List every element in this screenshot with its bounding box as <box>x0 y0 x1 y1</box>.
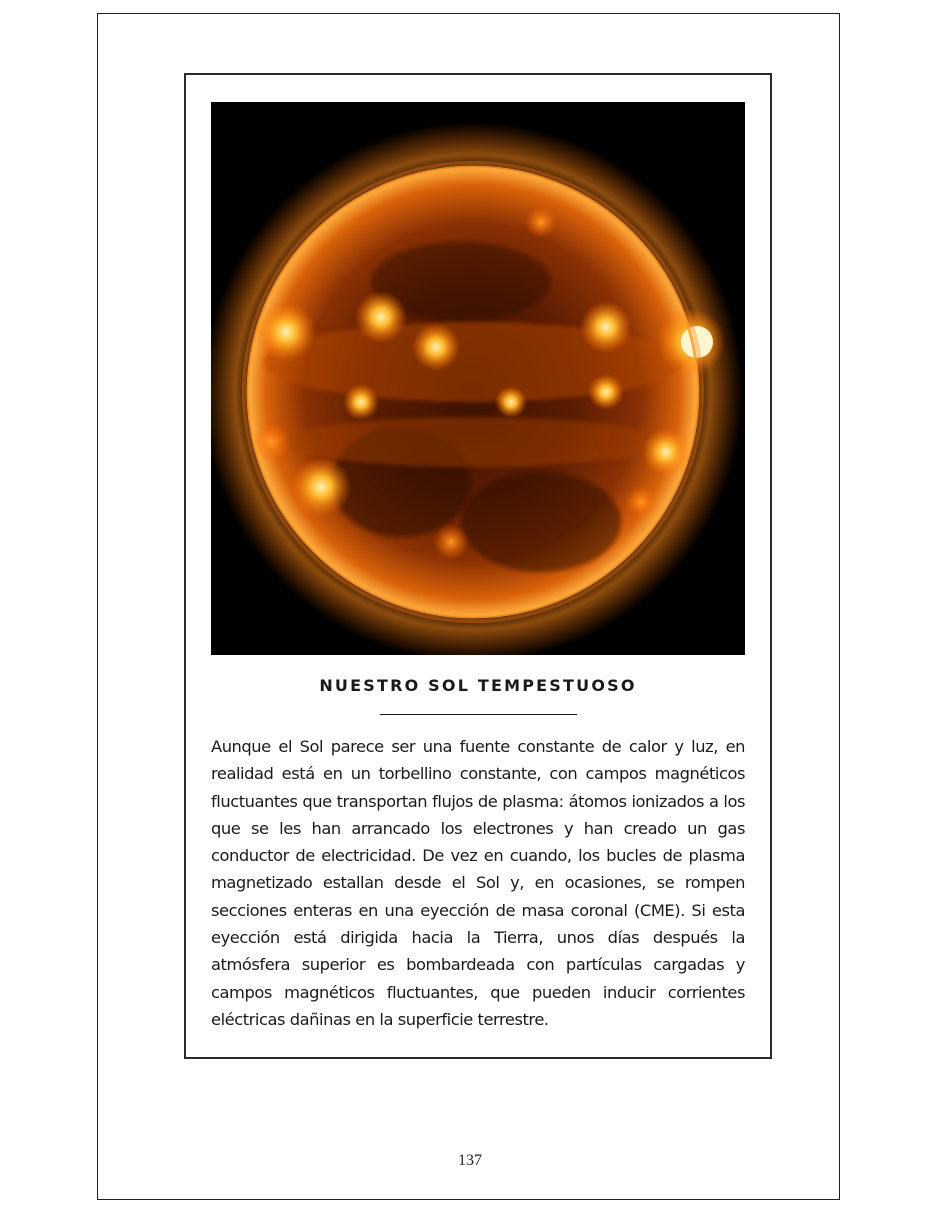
sun-photo <box>211 102 745 655</box>
title-divider <box>380 714 577 715</box>
page-number: 137 <box>458 1152 482 1169</box>
body-paragraph: Aunque el Sol parece ser una fuente constante de calor y luz, en realidad está en un torbellino constante, con campos magnéticos fluctuantes que transportan flujos de plasma: átomos ionizados a los que se les han arrancado los electrones y han creado un gas conductor de electricidad. De vez en cuando, los bucles de plasma magnetizado estallan desde el Sol y, en ocasiones, se rompen secciones enteras en una eyección de masa coronal (CME). Si esta eyección está dirigida hacia la Tierra, unos días después la atmósfera superior es bombardeada con partículas cargadas y campos magnéticos fluctuantes, que pueden inducir corrientes eléctricas dañinas en la superficie terrestre. <box>211 737 745 1029</box>
section-title: NUESTRO SOL TEMPESTUOSO <box>319 676 637 695</box>
